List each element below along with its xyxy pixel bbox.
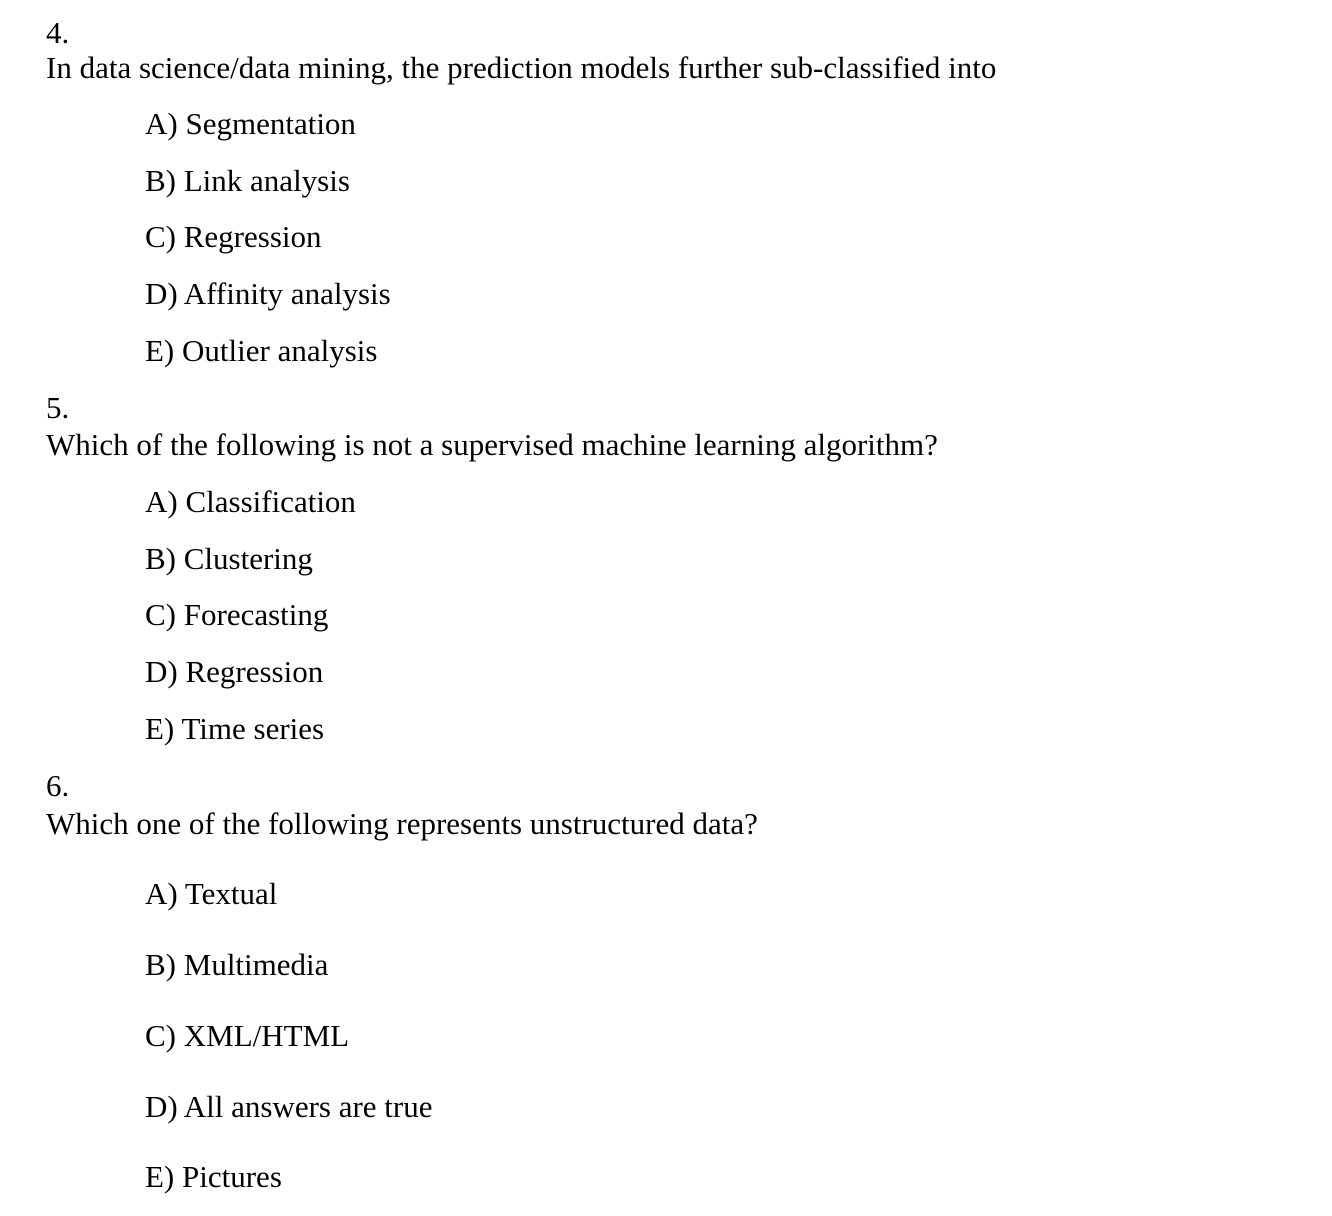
question-text: Which one of the following represents unstructured data? (46, 806, 758, 841)
answer-option: E) Time series (145, 711, 325, 746)
answer-option: C) XML/HTML (145, 1018, 350, 1053)
answer-option: E) Outlier analysis (145, 333, 378, 368)
answer-option: D) All answers are true (145, 1089, 433, 1124)
question-number: 6. (46, 768, 70, 803)
question-number: 4. (46, 15, 70, 50)
answer-option: A) Textual (145, 876, 278, 911)
answer-option: B) Link analysis (145, 163, 350, 198)
question-number: 5. (46, 390, 70, 425)
answer-option: D) Affinity analysis (145, 276, 391, 311)
answer-option: E) Pictures (145, 1159, 282, 1194)
answer-option: B) Clustering (145, 541, 313, 576)
answer-option: B) Multimedia (145, 947, 329, 982)
answer-option: D) Regression (145, 654, 324, 689)
answer-option: A) Segmentation (145, 106, 356, 141)
answer-option: A) Classification (145, 484, 356, 519)
answer-option: C) Regression (145, 219, 322, 254)
answer-option: C) Forecasting (145, 597, 329, 632)
question-text: In data science/data mining, the prediction models further sub-classified into (46, 50, 997, 85)
question-text: Which of the following is not a supervised machine learning algorithm? (46, 427, 938, 462)
